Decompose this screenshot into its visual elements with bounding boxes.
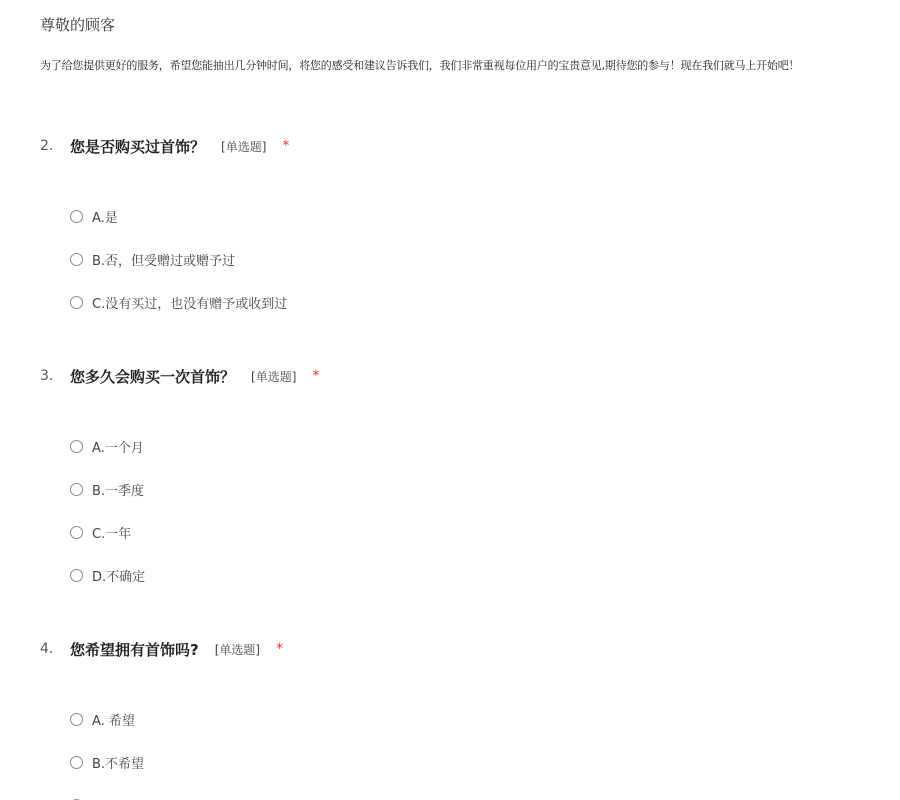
question-number: 4. — [40, 641, 54, 657]
option-label: B.不希望 — [92, 756, 145, 772]
required-marker: * — [276, 641, 284, 657]
question-title: 您是否购买过首饰？ — [70, 137, 206, 156]
option-q3-d[interactable] — [70, 564, 145, 586]
option-q2-a[interactable] — [70, 205, 118, 227]
question-type-label: [单选题] — [221, 139, 267, 154]
required-marker: * — [282, 138, 290, 154]
option-label: D.不确定 — [92, 569, 146, 585]
question-header — [40, 365, 319, 387]
greeting-text: 尊敬的顾客 — [40, 16, 116, 34]
option-q2-b[interactable] — [70, 248, 235, 270]
required-marker: * — [312, 368, 320, 384]
radio-button[interactable] — [70, 440, 83, 453]
intro-text: 为了给您提供更好的服务，希望您能抽出几分钟时间，将您的感受和建议告诉我们，我们非常重视每位用户的宝贵意见,期待您的参与！现在我们就马上开始吧！ — [40, 59, 800, 72]
option-q3-c[interactable] — [70, 521, 131, 543]
radio-button[interactable] — [70, 253, 83, 266]
option-q3-a[interactable] — [70, 435, 144, 457]
option-q2-c[interactable] — [70, 291, 287, 313]
question-type-label: [单选题] — [214, 642, 261, 657]
option-label: A. 希望 — [92, 713, 135, 729]
option-label: A.一个月 — [92, 440, 144, 456]
option-label: C.一年 — [92, 526, 132, 542]
question-header — [40, 135, 289, 157]
option-q4-a[interactable] — [70, 708, 135, 730]
option-q4-b[interactable] — [70, 751, 144, 773]
option-label: A.是 — [92, 210, 118, 226]
option-label: B.一季度 — [92, 483, 145, 499]
question-title: 您希望拥有首饰吗? — [70, 640, 199, 659]
option-q4-c[interactable] — [70, 794, 92, 800]
question-type-label: [单选题] — [251, 369, 297, 384]
radio-button[interactable] — [70, 756, 83, 769]
question-title: 您多久会购买一次首饰？ — [70, 367, 236, 386]
radio-button[interactable] — [70, 526, 83, 539]
question-number: 3. — [40, 368, 54, 384]
question-number: 2. — [40, 138, 54, 154]
option-label: C.没有买过，也没有赠予或收到过 — [92, 296, 288, 312]
option-label: B.否，但受赠过或赠予过 — [92, 253, 236, 269]
radio-button[interactable] — [70, 296, 83, 309]
radio-button[interactable] — [70, 713, 83, 726]
radio-button[interactable] — [70, 569, 83, 582]
option-q3-b[interactable] — [70, 478, 144, 500]
radio-button[interactable] — [70, 210, 83, 223]
question-header — [40, 638, 283, 660]
radio-button[interactable] — [70, 483, 83, 496]
